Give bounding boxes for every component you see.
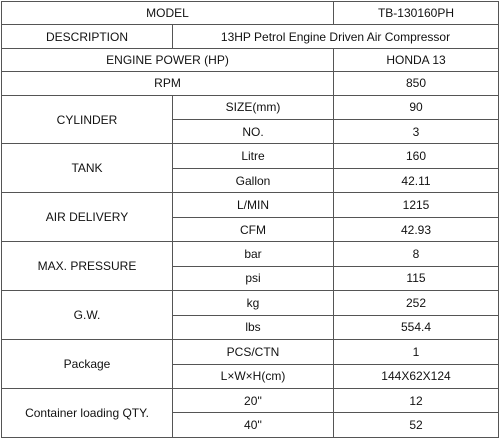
package-dimensions-value: 144X62X124 bbox=[334, 364, 499, 388]
container-40ft-unit: 40'' bbox=[173, 413, 334, 438]
model-value: TB-130160PH bbox=[334, 2, 499, 25]
tank-label: TANK bbox=[2, 144, 173, 193]
spec-table-body bbox=[2, 2, 499, 438]
gross-weight-kg-unit: kg bbox=[173, 291, 334, 315]
air-delivery-lmin-unit: L/MIN bbox=[173, 193, 334, 217]
tank-litre-unit: Litre bbox=[173, 144, 334, 168]
cylinder-size-unit: SIZE(mm) bbox=[173, 95, 334, 119]
description-value: 13HP Petrol Engine Driven Air Compressor bbox=[173, 25, 499, 48]
model-label: MODEL bbox=[2, 2, 334, 25]
rpm-label: RPM bbox=[2, 72, 334, 95]
package-label: Package bbox=[2, 340, 173, 389]
cylinder-count-unit: NO. bbox=[173, 120, 334, 144]
max-pressure-psi-unit: psi bbox=[173, 266, 334, 290]
model-row bbox=[2, 2, 499, 25]
container-loading-label: Container loading QTY. bbox=[2, 389, 173, 438]
gross-weight-kg-value: 252 bbox=[334, 291, 499, 315]
cylinder-label: CYLINDER bbox=[2, 95, 173, 144]
description-label: DESCRIPTION bbox=[2, 25, 173, 48]
cylinder-row bbox=[2, 95, 499, 119]
air-delivery-lmin-value: 1215 bbox=[334, 193, 499, 217]
max-pressure-label: MAX. PRESSURE bbox=[2, 242, 173, 291]
container-loading-row bbox=[2, 389, 499, 413]
rpm-row bbox=[2, 72, 499, 95]
rpm-value: 850 bbox=[334, 72, 499, 95]
max-pressure-bar-unit: bar bbox=[173, 242, 334, 266]
gross-weight-row bbox=[2, 291, 499, 315]
tank-row bbox=[2, 144, 499, 168]
max-pressure-psi-value: 115 bbox=[334, 266, 499, 290]
container-20ft-value: 12 bbox=[334, 389, 499, 413]
air-delivery-cfm-unit: CFM bbox=[173, 217, 334, 241]
tank-gallon-value: 42.11 bbox=[334, 168, 499, 192]
air-delivery-label: AIR DELIVERY bbox=[2, 193, 173, 242]
package-row bbox=[2, 340, 499, 364]
gross-weight-lbs-value: 554.4 bbox=[334, 315, 499, 339]
air-delivery-cfm-value: 42.93 bbox=[334, 217, 499, 241]
engine-power-value: HONDA 13 bbox=[334, 48, 499, 71]
max-pressure-row bbox=[2, 242, 499, 266]
engine-power-label: ENGINE POWER (HP) bbox=[2, 48, 334, 71]
gross-weight-lbs-unit: lbs bbox=[173, 315, 334, 339]
max-pressure-bar-value: 8 bbox=[334, 242, 499, 266]
air-delivery-row bbox=[2, 193, 499, 217]
tank-gallon-unit: Gallon bbox=[173, 168, 334, 192]
cylinder-size-value: 90 bbox=[334, 95, 499, 119]
container-40ft-value: 52 bbox=[334, 413, 499, 438]
engine-power-row bbox=[2, 48, 499, 71]
cylinder-count-value: 3 bbox=[334, 120, 499, 144]
tank-litre-value: 160 bbox=[334, 144, 499, 168]
package-pcs-unit: PCS/CTN bbox=[173, 340, 334, 364]
container-20ft-unit: 20'' bbox=[173, 389, 334, 413]
description-row bbox=[2, 25, 499, 48]
spec-table bbox=[1, 1, 499, 438]
gross-weight-label: G.W. bbox=[2, 291, 173, 340]
package-pcs-value: 1 bbox=[334, 340, 499, 364]
package-dimensions-unit: L×W×H(cm) bbox=[173, 364, 334, 388]
